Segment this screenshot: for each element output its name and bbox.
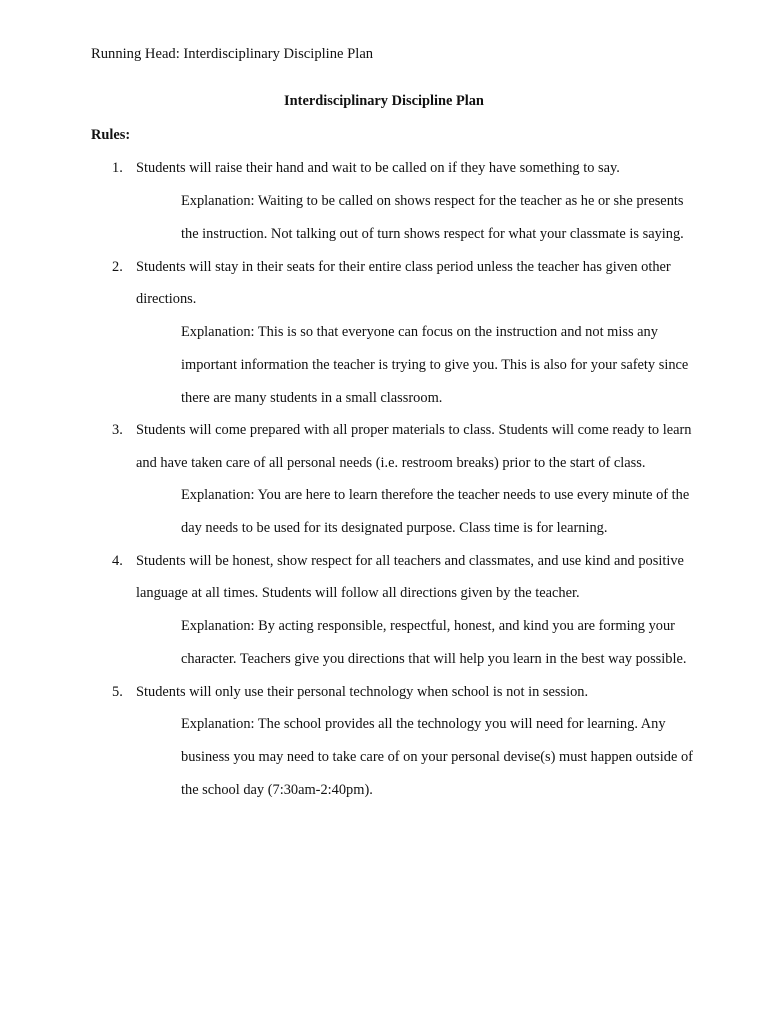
document-title: Interdisciplinary Discipline Plan (284, 93, 484, 109)
rule-5-explanation-line-1: Explanation: The school provides all the technology you will need for learning. Any (181, 716, 666, 732)
running-head: Running Head: Interdisciplinary Discipline Plan (91, 46, 374, 62)
rule-5-explanation-line-2: business you may need to take care of on your personal devise(s) must happen outside of (181, 749, 693, 765)
rule-1-number: 1. (112, 160, 123, 176)
rule-3-text-line-2: and have taken care of all personal needs (i.e. restroom breaks) prior to the start of class. (136, 455, 646, 471)
rule-4-text-line-1: Students will be honest, show respect for all teachers and classmates, and use kind and positive (136, 553, 684, 569)
rule-1-explanation-line-2: the instruction. Not talking out of turn shows respect for what your classmate is saying. (181, 226, 684, 242)
rule-3-explanation-line-1: Explanation: You are here to learn therefore the teacher needs to use every minute of the (181, 487, 690, 503)
rule-1-text-line-1: Students will raise their hand and wait to be called on if they have something to say. (136, 160, 620, 176)
rule-2-explanation-line-1: Explanation: This is so that everyone can focus on the instruction and not miss any (181, 324, 658, 340)
rule-3-number: 3. (112, 422, 123, 438)
rule-4-explanation-line-1: Explanation: By acting responsible, respectful, honest, and kind you are forming your (181, 618, 675, 634)
rule-5-number: 5. (112, 684, 123, 700)
rule-1-explanation-line-1: Explanation: Waiting to be called on shows respect for the teacher as he or she presents (181, 193, 684, 209)
rule-5-explanation-line-3: the school day (7:30am-2:40pm). (181, 782, 373, 798)
rule-2-explanation-line-2: important information the teacher is trying to give you. This is also for your safety since (181, 357, 689, 373)
rule-3-text-line-1: Students will come prepared with all proper materials to class. Students will come ready to learn (136, 422, 692, 438)
rule-5-text-line-1: Students will only use their personal technology when school is not in session. (136, 684, 589, 700)
rule-2-text-line-1: Students will stay in their seats for their entire class period unless the teacher has given other (136, 259, 671, 275)
rule-2-number: 2. (112, 259, 123, 275)
rule-4-text-line-2: language at all times. Students will follow all directions given by the teacher. (136, 585, 580, 601)
rule-2-text-line-2: directions. (136, 291, 197, 307)
rule-4-number: 4. (112, 553, 123, 569)
rule-2-explanation-line-3: there are many students in a small classroom. (181, 390, 443, 406)
rule-4-explanation-line-2: character. Teachers give you directions that will help you learn in the best way possible. (181, 651, 687, 667)
rules-heading: Rules: (91, 127, 131, 143)
rule-3-explanation-line-2: day needs to be used for its designated purpose. Class time is for learning. (181, 520, 608, 536)
